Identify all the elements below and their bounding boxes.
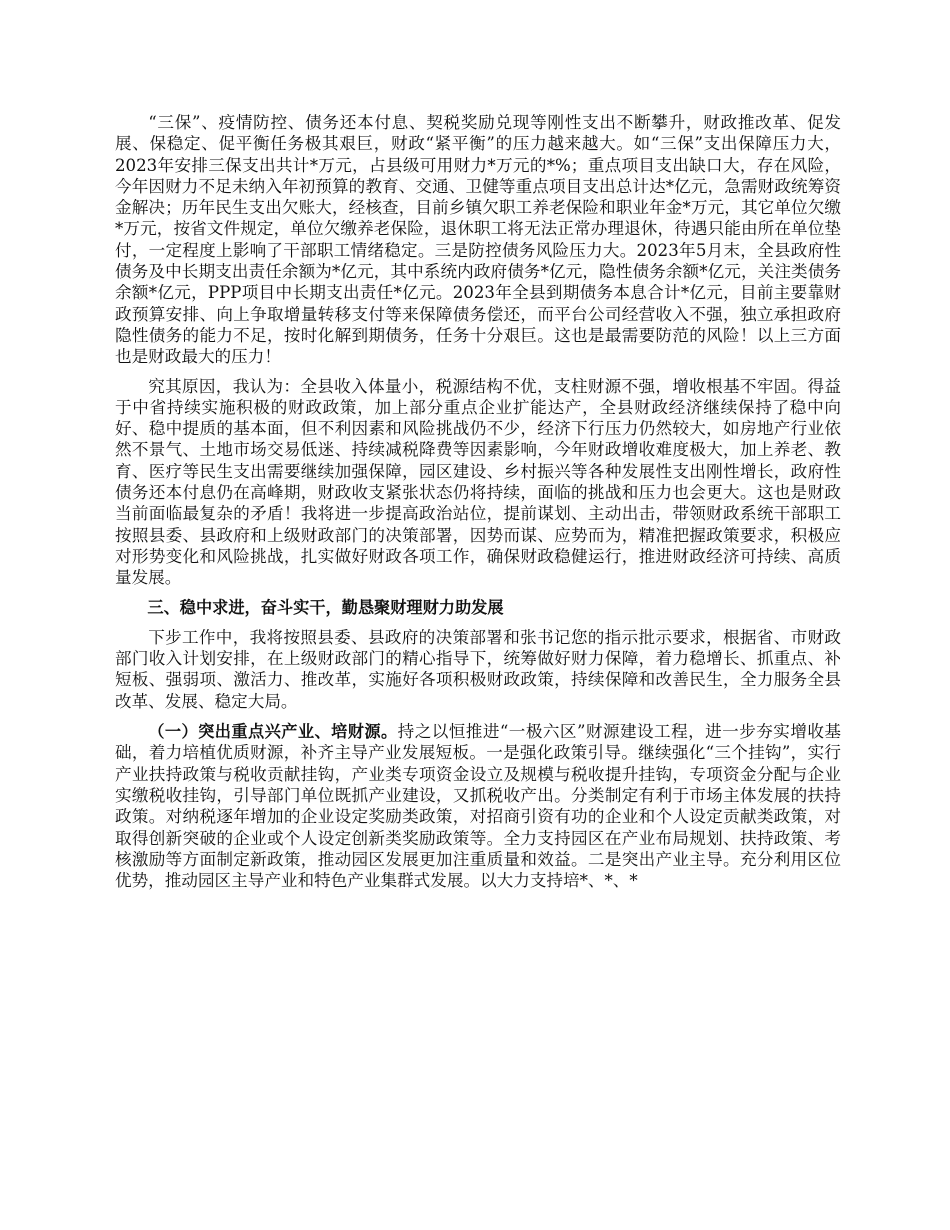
document-page [115,112,841,891]
paragraph-causes: 究其原因，我认为：全县收入体量小，税源结构不优，支柱财源不强，增收根基不牢固。得益于中省持续实施积极的财政政策，加上部分重点企业扩能达产，全县财政经济继续保持了稳中向好、稳中提质的基本面，但不利因素和风险挑战仍不少，经济下行压力仍然较大，如房地产行业依然不景气、土地市场交易低迷、持续减税降费等因素影响，今年财政增收难度极大，加上养老、教育、医疗等民生支出需要继续加强保障，园区建设、乡村振兴等各种发展性支出刚性增长，政府性债务还本付息仍在高峰期，财政收支紧张状态仍将持续，面临的挑战和压力也会更大。这也是财政当前面临最复杂的矛盾！我将进一步提高政治站位，提前谋划、主动出击，带领财政系统干部职工按照县委、县政府和上级财政部门的决策部署，因势而谋、应势而为，精准把握政策要求，积极应对形势变化和风险挑战，扎实做好财政各项工作，确保财政稳健运行，推进财政经济可持续、高质量发展。 [115,376,841,588]
paragraph-pressures: “三保”、疫情防控、债务还本付息、契税奖励兑现等刚性支出不断攀升，财政推改革、促发展、保稳定、促平衡任务极其艰巨，财政“紧平衡”的压力越来越大。如“三保”支出保障压力大，2023年安排三保支出共计*万元，占县级可用财力*万元的*%；重点项目支出缺口大，存在风险，今年因财力不足未纳入年初预算的教育、交通、卫健等重点项目支出总计达*亿元，急需财政统筹资金解决；历年民生支出欠账大，经核查，目前乡镇欠职工养老保险和职业年金*万元，其它单位欠缴*万元，按省文件规定，单位欠缴养老保险，退休职工将无法正常办理退休，待遇只能由所在单位垫付，一定程度上影响了干部职工情绪稳定。三是防控债务风险压力大。2023年5月末，全县政府性债务及中长期支出责任余额为*亿元，其中系统内政府债务*亿元，隐性债务余额*亿元，关注类债务余额*亿元，PPP项目中长期支出责任*亿元。2023年全县到期债务本息合计*亿元，目前主要靠财政预算安排、向上争取增量转移支付等来保障债务偿还，而平台公司经营收入不强，独立承担政府隐性债务的能力不足，按时化解到期债务，任务十分艰巨。这也是最需要防范的风险！以上三方面也是财政最大的压力！ [115,113,841,367]
section-heading: 三、稳中求进，奋斗实干，勤恳聚财理财力助发展 [147,597,504,617]
paragraph-next-steps: 下步工作中，我将按照县委、县政府的决策部署和张书记您的指示批示要求，根据省、市财政部门收入计划安排，在上级财政部门的精心指导下，统筹做好财力保障，着力稳增长、抓重点、补短板、强弱项、激活力、推改革，实施好各项积极财政政策，持续保障和改善民生，全力服务全县改革、发展、稳定大局。 [115,627,841,711]
subsection-body: 持之以恒推进“一极六区”财源建设工程，进一步夯实增收基础，着力培植优质财源，补齐主导产业发展短板。一是强化政策引导。继续强化“三个挂钩”，实行产业扶持政策与税收贡献挂钩，产业类专项资金设立及规模与税收提升挂钩，专项资金分配与企业实缴税收挂钩，引导部门单位既抓产业建设，又抓税收产出。分类制定有利于市场主体发展的扶持政策。对纳税逐年增加的企业设定奖励类政策，对招商引资有功的企业和个人设定贡献类政策，对取得创新突破的企业或个人设定创新类奖励政策等。全力支持园区在产业布局规划、扶持政策、考核激励等方面制定新政策，推动园区发展更加注重质量和效益。二是突出产业主导。充分利用区位优势，推动园区主导产业和特色产业集群式发展。以大力支持培*、*、* [115,722,841,891]
subsection-lead: （一）突出重点兴产业、培财源。 [148,722,398,742]
paragraph-industry [115,721,841,891]
